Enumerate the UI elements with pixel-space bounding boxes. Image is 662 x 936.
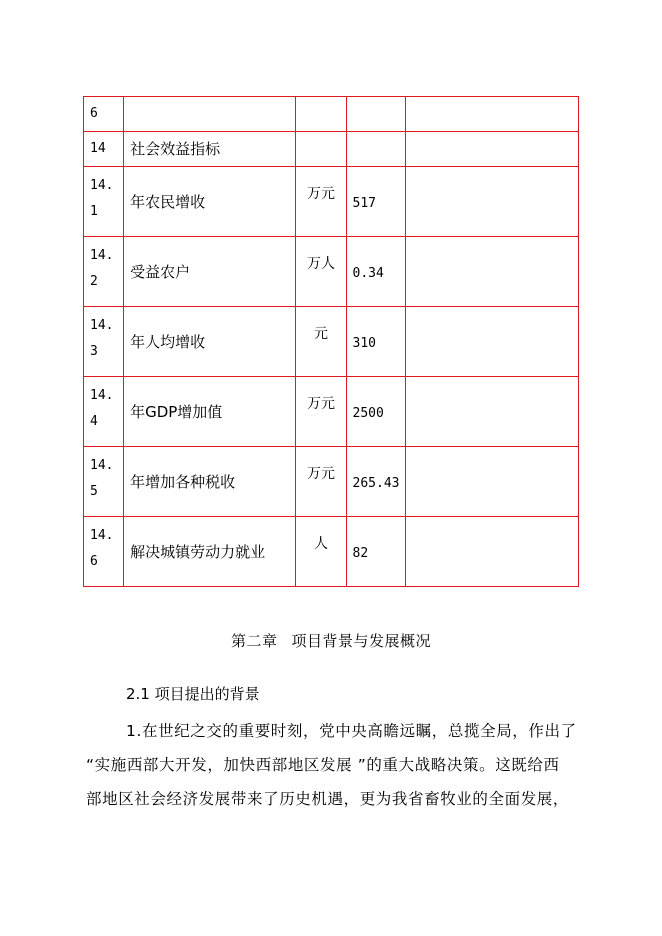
section-heading: 2.1 项目提出的背景 xyxy=(126,685,260,703)
paragraph-line: “实施西部大开发，加快西部地区发展 ”的重大战略决策。这既给西 xyxy=(86,756,560,774)
row-number-cell: 14. 4 xyxy=(84,377,124,447)
indicator-name-cell: 年农民增收 xyxy=(124,167,296,237)
value-cell xyxy=(346,132,405,167)
row-number-cell: 14. 1 xyxy=(84,167,124,237)
chapter-heading xyxy=(0,630,662,652)
note-cell xyxy=(405,517,578,587)
value-cell xyxy=(346,97,405,132)
value-cell: 82 xyxy=(346,517,405,587)
table-row xyxy=(84,517,579,587)
table-row xyxy=(84,132,579,167)
note-cell xyxy=(405,237,578,307)
unit-cell: 万人 xyxy=(296,237,346,307)
value-cell: 310 xyxy=(346,307,405,377)
unit-cell: 万元 xyxy=(296,377,346,447)
indicator-name-cell: 受益农户 xyxy=(124,237,296,307)
paragraph-line: 部地区社会经济发展带来了历史机遇，更为我省畜牧业的全面发展， xyxy=(86,790,570,808)
value-cell: 265.43 xyxy=(346,447,405,517)
note-cell xyxy=(405,97,578,132)
value-cell: 2500 xyxy=(346,377,405,447)
note-cell xyxy=(405,307,578,377)
row-number-cell: 14. 6 xyxy=(84,517,124,587)
chapter-number: 第二章 xyxy=(230,632,278,650)
table-row xyxy=(84,97,579,132)
indicator-name-cell: 社会效益指标 xyxy=(124,132,296,167)
unit-cell: 人 xyxy=(296,517,346,587)
indicator-name-cell: 年GDP增加值 xyxy=(124,377,296,447)
row-number-cell: 14. 5 xyxy=(84,447,124,517)
row-number-cell: 14. 2 xyxy=(84,237,124,307)
value-cell: 0.34 xyxy=(346,237,405,307)
chapter-title: 项目背景与发展概况 xyxy=(291,632,432,650)
value-cell: 517 xyxy=(346,167,405,237)
table-row xyxy=(84,307,579,377)
table-row xyxy=(84,237,579,307)
table-row xyxy=(84,167,579,237)
indicator-name-cell: 年人均增收 xyxy=(124,307,296,377)
note-cell xyxy=(405,447,578,517)
row-number-cell: 6 xyxy=(84,97,124,132)
body-paragraph xyxy=(86,714,581,816)
note-cell xyxy=(405,167,578,237)
row-number-cell: 14. 3 xyxy=(84,307,124,377)
unit-cell: 万元 xyxy=(296,167,346,237)
indicator-name-cell: 解决城镇劳动力就业 xyxy=(124,517,296,587)
paragraph-line: 1.在世纪之交的重要时刻，党中央高瞻远瞩，总揽全局，作出了 xyxy=(126,722,577,740)
note-cell xyxy=(405,132,578,167)
unit-cell xyxy=(296,97,346,132)
indicator-name-cell: 年增加各种税收 xyxy=(124,447,296,517)
indicator-name-cell xyxy=(124,97,296,132)
unit-cell xyxy=(296,132,346,167)
table-row xyxy=(84,447,579,517)
table-row xyxy=(84,377,579,447)
unit-cell: 万元 xyxy=(296,447,346,517)
row-number-cell: 14 xyxy=(84,132,124,167)
indicator-table xyxy=(83,96,579,587)
note-cell xyxy=(405,377,578,447)
unit-cell: 元 xyxy=(296,307,346,377)
